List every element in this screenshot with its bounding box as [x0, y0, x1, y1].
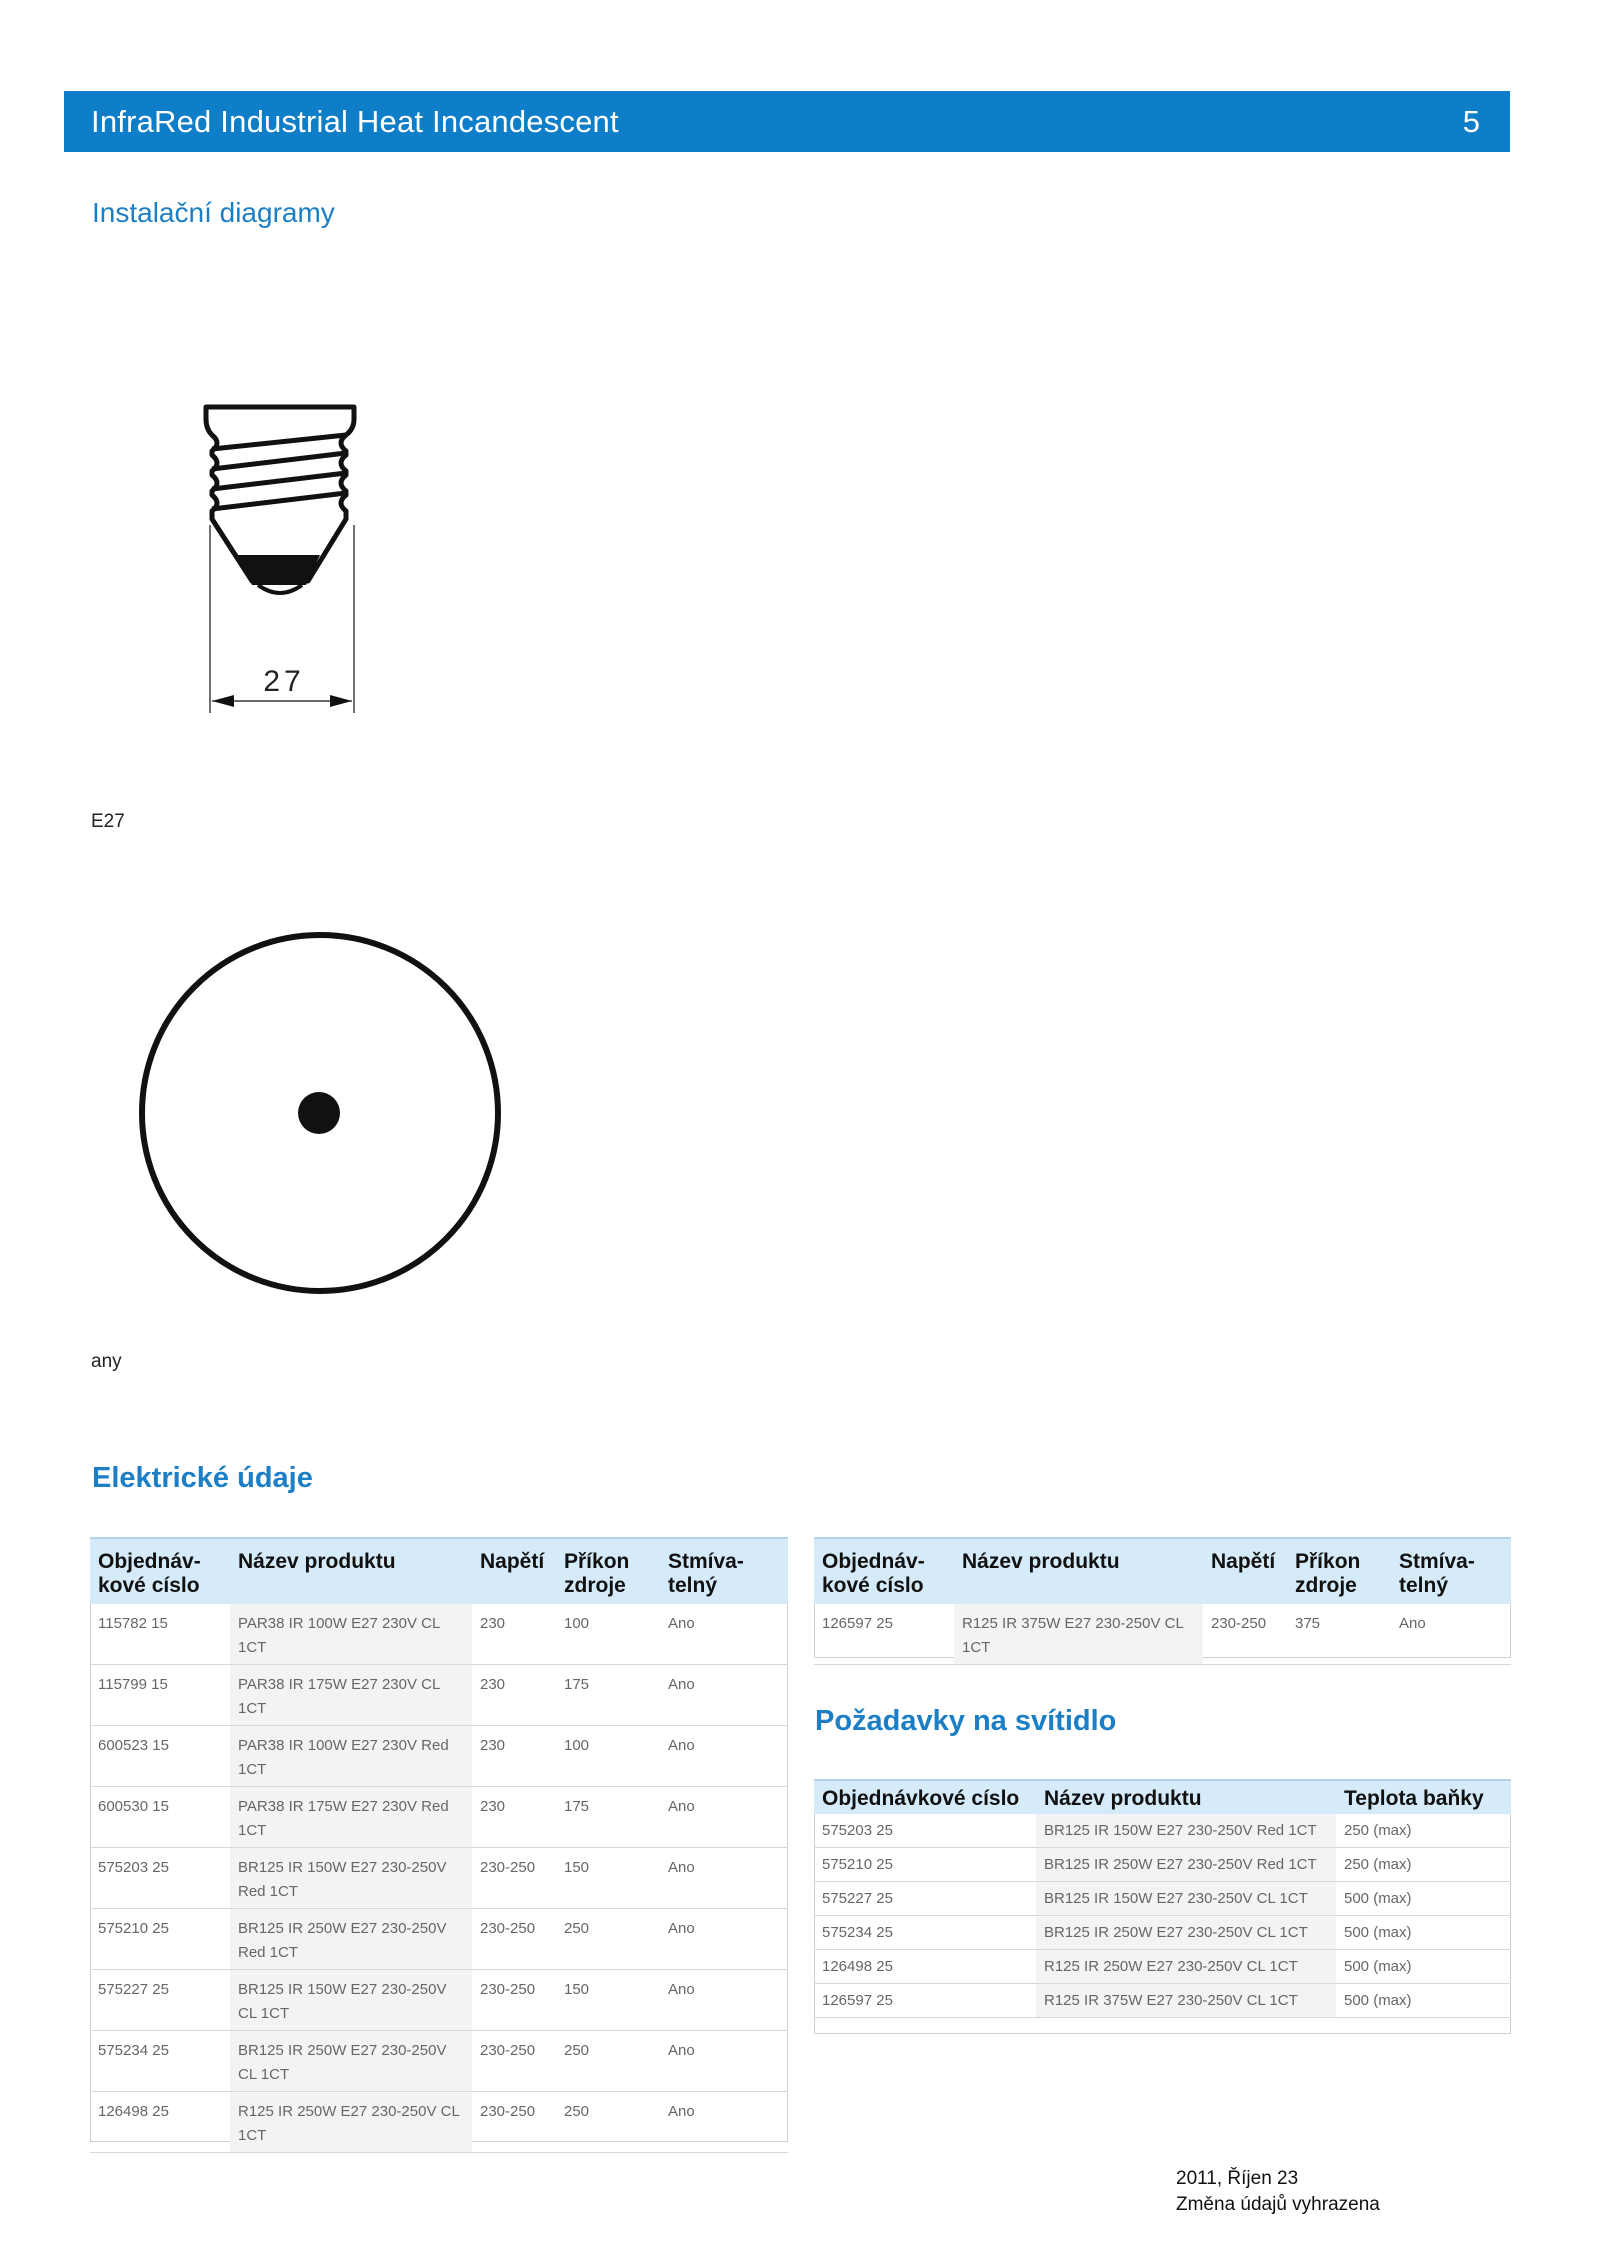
column-header: Napětí [1203, 1538, 1287, 1604]
table-header-row [814, 1780, 1511, 1814]
table-row [814, 1604, 1511, 1665]
bulb-temperature: 500 (max) [1336, 1916, 1511, 1950]
product-name: R125 IR 250W E27 230-250V CL 1CT [1036, 1950, 1336, 1984]
table-row [814, 1814, 1511, 1848]
order-number: 575203 25 [90, 1848, 230, 1909]
product-name: R125 IR 375W E27 230-250V CL 1CT [1036, 1984, 1336, 2018]
bulb-temperature: 500 (max) [1336, 1984, 1511, 2018]
column-header: Stmíva-telný [1391, 1538, 1511, 1604]
product-name: R125 IR 375W E27 230-250V CL 1CT [954, 1604, 1203, 1665]
socket-contact [258, 585, 302, 593]
order-number: 575227 25 [814, 1882, 1036, 1916]
order-number: 575227 25 [90, 1970, 230, 2031]
dimmable: Ano [660, 1909, 788, 1970]
table-row [90, 2092, 788, 2153]
dimmable: Ano [660, 1787, 788, 1848]
dimmable: Ano [660, 1604, 788, 1665]
footer-note: Změna údajů vyhrazena [1176, 2194, 1380, 2215]
product-name: PAR38 IR 100W E27 230V CL 1CT [230, 1604, 472, 1665]
order-number: 600523 15 [90, 1726, 230, 1787]
order-number: 600530 15 [90, 1787, 230, 1848]
column-header: Příkon zdroje [556, 1538, 660, 1604]
table-header-row [814, 1538, 1511, 1604]
table-row [90, 2031, 788, 2092]
header-bar [64, 91, 1510, 152]
order-number: 115799 15 [90, 1665, 230, 1726]
order-number: 575234 25 [814, 1916, 1036, 1950]
dimmable: Ano [660, 1665, 788, 1726]
document-title: InfraRed Industrial Heat Incandescent [91, 103, 619, 139]
column-header: Objednáv-kové císlo [814, 1538, 954, 1604]
luminaire-requirements-heading: Požadavky na svítidlo [815, 1705, 1117, 1737]
column-header: Napětí [472, 1538, 556, 1604]
column-header: Název produktu [954, 1538, 1203, 1604]
product-name: BR125 IR 250W E27 230-250V Red 1CT [1036, 1848, 1336, 1882]
dimmable: Ano [660, 2092, 788, 2153]
product-name: BR125 IR 150W E27 230-250V CL 1CT [1036, 1882, 1336, 1916]
electrical-data-table [90, 1537, 788, 2153]
column-header: Objednáv-kové císlo [90, 1538, 230, 1604]
table-row [814, 1950, 1511, 1984]
socket-insulator [238, 555, 320, 585]
table-row [814, 1882, 1511, 1916]
table-row [90, 1604, 788, 1665]
power: 250 [556, 2092, 660, 2153]
dimmable: Ano [660, 1848, 788, 1909]
voltage: 230-250 [472, 1970, 556, 2031]
power: 250 [556, 2031, 660, 2092]
order-number: 575210 25 [814, 1848, 1036, 1882]
voltage: 230-250 [472, 2092, 556, 2153]
dimmable: Ano [660, 1970, 788, 2031]
order-number: 115782 15 [90, 1604, 230, 1665]
voltage: 230-250 [472, 1848, 556, 1909]
bulb-temperature: 250 (max) [1336, 1814, 1511, 1848]
order-number: 126498 25 [90, 2092, 230, 2153]
power: 250 [556, 1909, 660, 1970]
footer-date: 2011, Říjen 23 [1176, 2168, 1299, 2189]
bulb-temperature: 500 (max) [1336, 1882, 1511, 1916]
e27-socket-diagram [190, 395, 370, 715]
dimension-label: 27 [263, 665, 305, 698]
voltage: 230-250 [472, 2031, 556, 2092]
table-row [814, 1984, 1511, 2018]
thread-line [212, 493, 346, 509]
power: 100 [556, 1726, 660, 1787]
socket-type-label: E27 [91, 811, 125, 832]
column-header: Stmíva-telný [660, 1538, 788, 1604]
installation-diagrams-title: Instalační diagramy [92, 197, 335, 228]
dimmable: Ano [1391, 1604, 1511, 1665]
order-number: 126597 25 [814, 1604, 954, 1665]
requirements-table [814, 1779, 1511, 2018]
product-name: BR125 IR 250W E27 230-250V CL 1CT [230, 2031, 472, 2092]
electrical-data-heading: Elektrické údaje [92, 1462, 313, 1494]
product-name: R125 IR 250W E27 230-250V CL 1CT [230, 2092, 472, 2153]
dimmable: Ano [660, 1726, 788, 1787]
table-row [90, 1970, 788, 2031]
power: 175 [556, 1787, 660, 1848]
base-type-label: any [91, 1351, 122, 1372]
table-row [90, 1787, 788, 1848]
product-name: BR125 IR 150W E27 230-250V CL 1CT [230, 1970, 472, 2031]
product-name: PAR38 IR 175W E27 230V Red 1CT [230, 1787, 472, 1848]
dimension-arrow-left [212, 695, 234, 707]
order-number: 575210 25 [90, 1909, 230, 1970]
power: 150 [556, 1970, 660, 2031]
product-name: BR125 IR 250W E27 230-250V Red 1CT [230, 1909, 472, 1970]
base-center-contact [298, 1092, 340, 1134]
table-row [814, 1848, 1511, 1882]
power: 100 [556, 1604, 660, 1665]
thread-line [212, 453, 346, 469]
table-row [814, 1916, 1511, 1950]
table-row [90, 1665, 788, 1726]
product-name: BR125 IR 250W E27 230-250V CL 1CT [1036, 1916, 1336, 1950]
column-header: Název produktu [1036, 1780, 1336, 1814]
table-row [90, 1726, 788, 1787]
voltage: 230 [472, 1665, 556, 1726]
base-top-view-diagram [136, 928, 506, 1298]
table-row [90, 1909, 788, 1970]
power: 375 [1287, 1604, 1391, 1665]
product-name: PAR38 IR 100W E27 230V Red 1CT [230, 1726, 472, 1787]
voltage: 230 [472, 1726, 556, 1787]
voltage: 230-250 [472, 1909, 556, 1970]
column-header: Objednávkové císlo [814, 1780, 1036, 1814]
table-header-row [90, 1538, 788, 1604]
order-number: 575234 25 [90, 2031, 230, 2092]
footer [1176, 2166, 1380, 2218]
order-number: 575203 25 [814, 1814, 1036, 1848]
column-header: Teplota baňky [1336, 1780, 1511, 1814]
product-name: PAR38 IR 175W E27 230V CL 1CT [230, 1665, 472, 1726]
column-header: Název produktu [230, 1538, 472, 1604]
voltage: 230 [472, 1787, 556, 1848]
order-number: 126597 25 [814, 1984, 1036, 2018]
table-row [90, 1848, 788, 1909]
dimmable: Ano [660, 2031, 788, 2092]
page-number: 5 [1462, 103, 1480, 139]
voltage: 230 [472, 1604, 556, 1665]
column-header: Příkon zdroje [1287, 1538, 1391, 1604]
dimension-arrow-right [330, 695, 352, 707]
product-name: BR125 IR 150W E27 230-250V Red 1CT [1036, 1814, 1336, 1848]
thread-line [212, 473, 346, 489]
power: 175 [556, 1665, 660, 1726]
order-number: 126498 25 [814, 1950, 1036, 1984]
thread-line [212, 435, 346, 449]
electrical-data-table-right [814, 1537, 1511, 1665]
voltage: 230-250 [1203, 1604, 1287, 1665]
bulb-temperature: 250 (max) [1336, 1848, 1511, 1882]
power: 150 [556, 1848, 660, 1909]
product-name: BR125 IR 150W E27 230-250V Red 1CT [230, 1848, 472, 1909]
bulb-temperature: 500 (max) [1336, 1950, 1511, 1984]
